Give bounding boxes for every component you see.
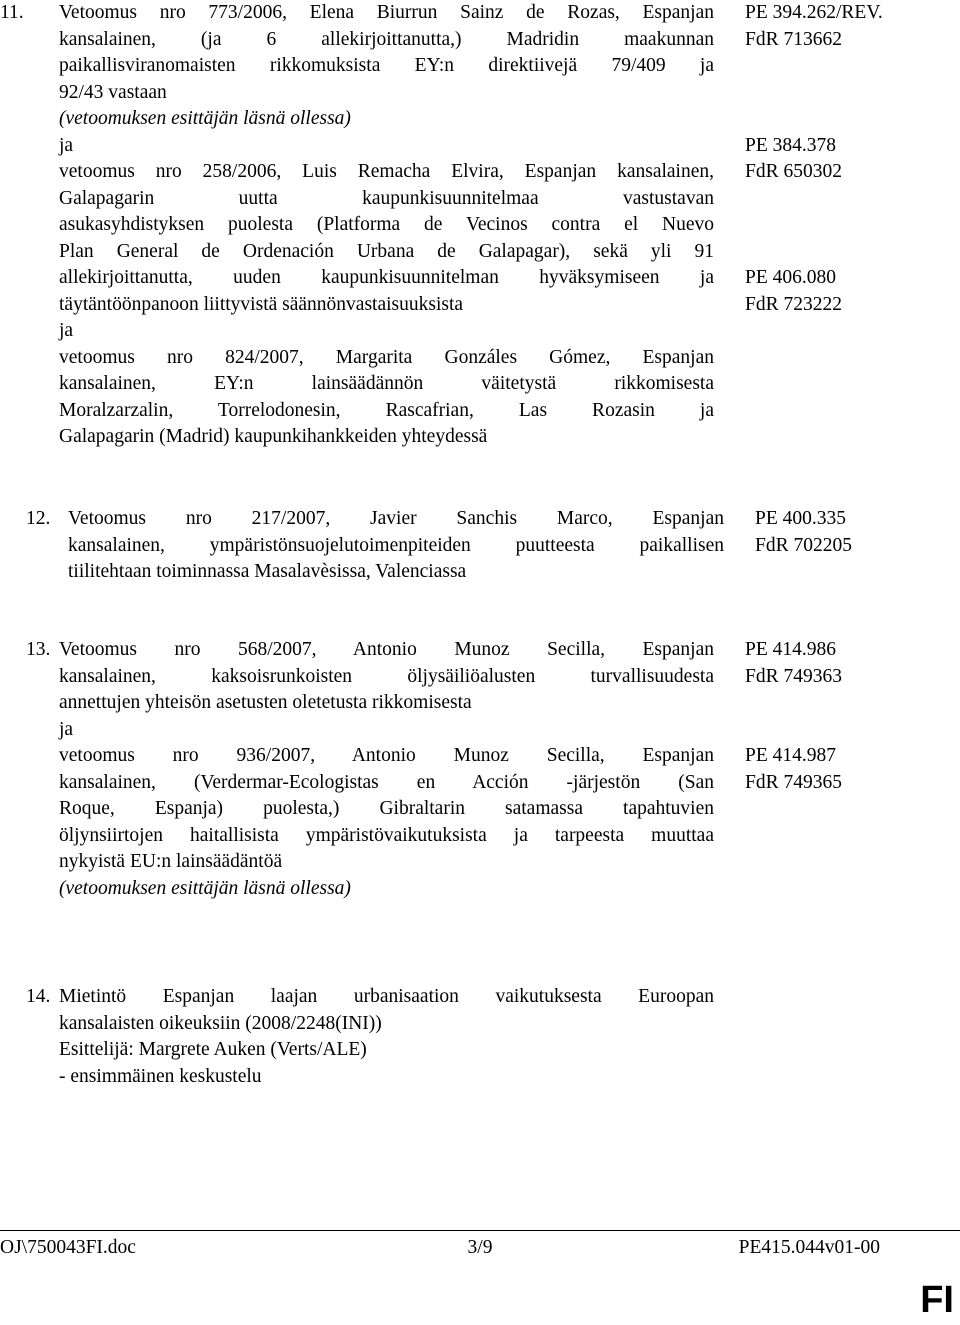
petition-text-line: kansalainen, ympäristönsuojelutoimenpiteiden puutteesta paikallisen <box>68 534 724 556</box>
petition-text-line: asukasyhdistyksen puolesta (Platforma de Vecinos contra el Nuevo <box>59 214 714 235</box>
fdr-reference: FdR 650302 <box>745 161 842 182</box>
language-code: FI <box>920 1279 954 1321</box>
petition-text-line: paikallisviranomaisten rikkomuksista EY:n direktiivejä 79/409 ja <box>59 55 714 76</box>
conjunction: ja <box>59 134 74 156</box>
item-number: 14. <box>26 986 51 1007</box>
petition-text-line: Plan General de Ordenación Urbana de Galapagar), sekä yli 91 <box>59 240 714 262</box>
petition-text-line: Roque, Espanja) puolesta,) Gibraltarin satamassa tapahtuvien <box>59 798 714 819</box>
rapporteur-line: Esittelijä: Margrete Auken (Verts/ALE) <box>59 1039 367 1060</box>
pe-reference: PE 414.987 <box>745 745 837 766</box>
petition-text-line: Vetoomus nro 568/2007, Antonio Munoz Secilla, Espanjan <box>59 639 714 660</box>
page-number: 3/9 <box>467 1237 493 1258</box>
presence-note: (vetoomuksen esittäjän läsnä ollessa) <box>59 877 351 899</box>
petition-text-line: täytäntöönpanoon liittyvistä säännönvastaisuuksista <box>59 293 464 315</box>
pe-reference: PE 394.262/REV. <box>745 2 883 23</box>
petition-text-line: öljynsiirtojen haitallisista ympäristövaikutuksista ja tarpeesta muuttaa <box>59 824 714 846</box>
petition-text-line: kansalainen, (Verdermar-Ecologistas en Acción -järjestön (San <box>59 771 714 793</box>
conjunction: ja <box>59 320 74 341</box>
pe-reference: PE 414.986 <box>745 639 837 660</box>
pe-reference: PE 384.378 <box>745 134 837 156</box>
footer-divider <box>0 1230 960 1231</box>
petition-text-line: vetoomus nro 936/2007, Antonio Munoz Secilla, Espanjan <box>59 745 714 766</box>
item-number: 13. <box>26 639 51 660</box>
petition-text-line: kansalainen, (ja 6 allekirjoittanutta,) Madridin maakunnan <box>59 28 714 50</box>
fdr-reference: FdR 749365 <box>745 771 842 793</box>
conjunction: ja <box>59 718 74 740</box>
petition-text-line: tiilitehtaan toiminnassa Masalavèsissa, Valenciassa <box>68 561 467 582</box>
pe-reference: PE 406.080 <box>745 267 837 288</box>
petition-text-line: allekirjoittanutta, uuden kaupunkisuunnitelman hyväksymiseen ja <box>59 267 714 288</box>
pe-document-reference: PE415.044v01-00 <box>738 1237 880 1258</box>
presence-note: (vetoomuksen esittäjän läsnä ollessa) <box>59 108 351 129</box>
fdr-reference: FdR 749363 <box>745 665 842 687</box>
petition-text-line: nykyistä EU:n lainsäädäntöä <box>59 851 283 872</box>
document-reference: OJ\750043FI.doc <box>0 1237 136 1258</box>
report-text-line: Mietintö Espanjan laajan urbanisaation vaikutuksesta Euroopan <box>59 986 714 1007</box>
petition-text-line: Galapagarin uutta kaupunkisuunnitelmaa vastustavan <box>59 187 714 209</box>
fdr-reference: FdR 713662 <box>745 28 842 50</box>
item-number: 12. <box>26 508 51 529</box>
debate-stage-line: - ensimmäinen keskustelu <box>59 1065 262 1087</box>
petition-text-line: Galapagarin (Madrid) kaupunkihankkeiden yhteydessä <box>59 426 488 447</box>
petition-text-line: Moralzarzalin, Torrelodonesin, Rascafrian, Las Rozasin ja <box>59 399 714 421</box>
petition-text-line: vetoomus nro 258/2006, Luis Remacha Elvira, Espanjan kansalainen, <box>59 161 714 182</box>
item-number: 11. <box>0 2 24 23</box>
petition-text-line: kansalainen, EY:n lainsäädännön väitetystä rikkomisesta <box>59 373 714 394</box>
petition-text-line: kansalainen, kaksoisrunkoisten öljysäiliöalusten turvallisuudesta <box>59 665 714 687</box>
petition-text-line: 92/43 vastaan <box>59 81 167 103</box>
petition-text-line: vetoomus nro 824/2007, Margarita Gonzáles Gómez, Espanjan <box>59 346 714 368</box>
fdr-reference: FdR 723222 <box>745 293 842 315</box>
pe-reference: PE 400.335 <box>755 508 847 529</box>
fdr-reference: FdR 702205 <box>755 534 852 556</box>
petition-text-line: Vetoomus nro 773/2006, Elena Biurrun Sainz de Rozas, Espanjan <box>59 2 714 23</box>
petition-text-line: annettujen yhteisön asetusten oletetusta rikkomisesta <box>59 692 472 713</box>
petition-text-line: Vetoomus nro 217/2007, Javier Sanchis Marco, Espanjan <box>68 508 724 529</box>
report-text-line: kansalaisten oikeuksiin (2008/2248(INI)) <box>59 1012 382 1034</box>
